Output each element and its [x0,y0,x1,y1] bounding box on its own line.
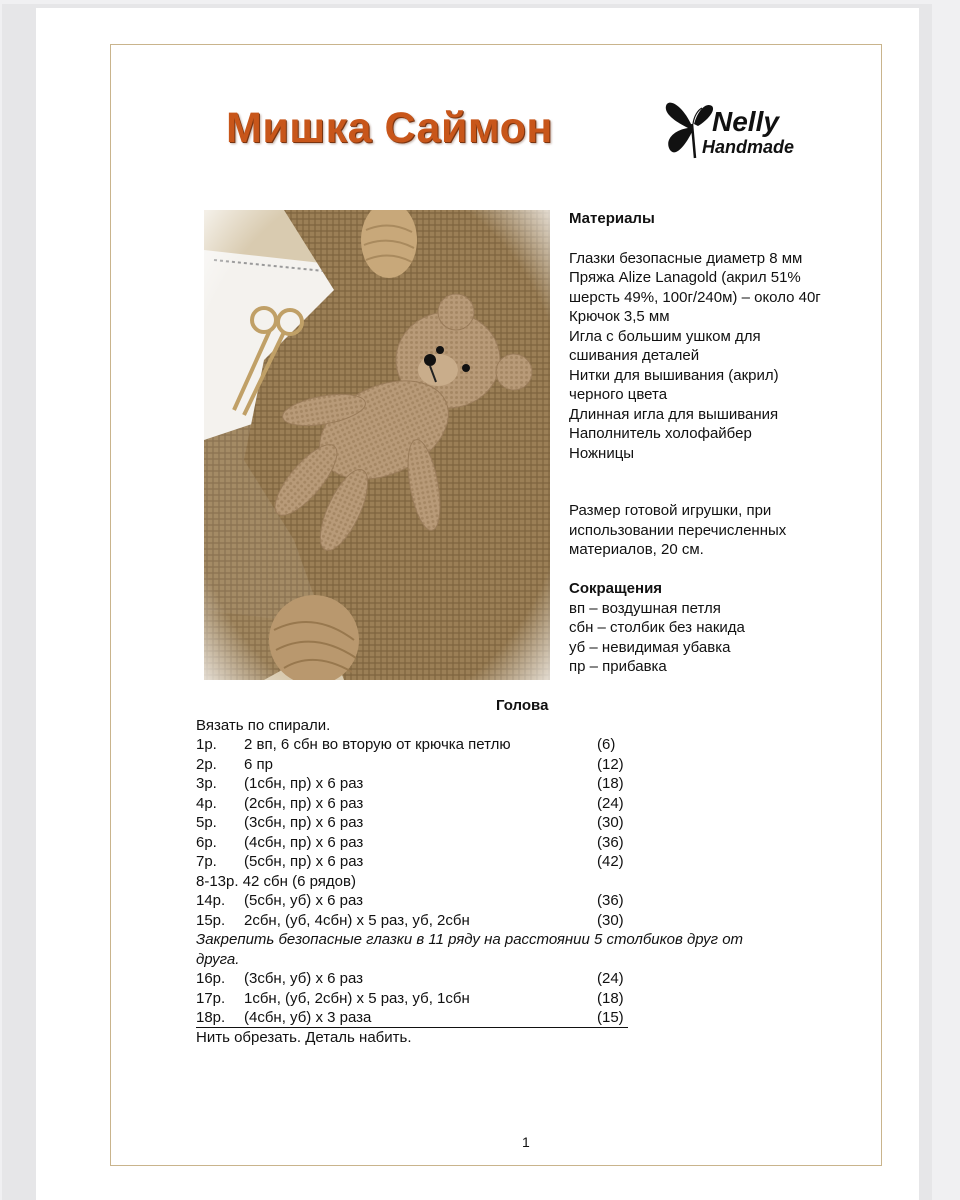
materials-column [569,209,869,677]
materials-heading: Материалы [569,210,655,227]
material-item: Крючок 3,5 мм [569,308,670,325]
pattern-row [196,852,856,872]
pattern-row [196,774,856,794]
row-number: 17р. [196,989,226,1007]
row-count: (15) [597,1009,624,1026]
row-count: (24) [597,794,624,812]
pattern-row [196,794,856,814]
material-item: Игла с большим ушком для [569,327,761,345]
page-number: 1 [522,1134,530,1150]
eyes-note: Закрепить безопасные глазки в 11 ряду на расстоянии 5 столбиков друг от [196,931,744,948]
logo-text-handmade: Handmade [702,137,795,157]
material-item: Нитки для вышивания (акрил) [569,366,779,384]
row-text: (1сбн, пр) х 6 раз [244,775,364,792]
row-text: (3сбн, пр) х 6 раз [244,814,364,831]
row-text: (4сбн, пр) х 6 раз [244,833,364,851]
section-heading: Голова [496,697,549,714]
row-number: 18р. [196,1009,226,1026]
abbreviation-item: пр – прибавка [569,658,667,675]
pattern-row [196,735,856,755]
head-instructions [196,696,856,1048]
row-text: (4сбн, уб) х 3 раза [244,1009,372,1026]
material-item: Ножницы [569,444,635,462]
row-count: (30) [597,911,624,929]
pattern-row [196,813,856,833]
abbreviation-item: уб – невидимая убавка [569,638,731,656]
pattern-row [196,1008,628,1028]
row-text: 6 пр [244,755,273,773]
pattern-row [196,891,856,911]
row-count: (18) [597,775,624,792]
instruction-end: Нить обрезать. Деталь набить. [196,1029,412,1046]
row-text: 1сбн, (уб, 2сбн) х 5 раз, уб, 1сбн [244,989,470,1007]
abbreviation-item: вп – воздушная петля [569,599,721,617]
row-text: (2сбн, пр) х 6 раз [244,794,364,812]
eyes-note-cont: друга. [196,950,240,968]
instruction-intro: Вязать по спирали. [196,716,331,734]
teddy-bear-photo [204,210,550,680]
row-count: (36) [597,892,624,909]
row-number: 3р. [196,775,217,792]
row-count: (36) [597,833,624,851]
row-count: (24) [597,970,624,987]
size-note-line: Размер готовой игрушки, при [569,502,772,519]
row-number: 1р. [196,736,217,753]
material-item: Длинная игла для вышивания [569,405,779,423]
material-item: Глазки безопасные диаметр 8 мм [569,249,803,267]
material-item: черного цвета [569,386,668,403]
page-title: Мишка Саймон [226,104,553,152]
row-text: 2 вп, 6 сбн во вторую от крючка петлю [244,736,511,753]
material-item: Наполнитель холофайбер [569,425,752,442]
row-text: (5сбн, пр) х 6 раз [244,853,364,870]
pattern-row [196,755,856,775]
row-count: (18) [597,989,624,1007]
pattern-row-8-13: 8-13р. 42 сбн (6 рядов) [196,872,356,890]
row-number: 5р. [196,814,217,831]
material-item: шерсть 49%, 100г/240м) – около 40г [569,288,821,306]
row-text: 2сбн, (уб, 4сбн) х 5 раз, уб, 2сбн [244,911,470,929]
row-count: (42) [597,853,624,870]
row-number: 16р. [196,970,226,987]
abbreviation-item: сбн – столбик без накида [569,619,745,636]
row-number: 4р. [196,794,217,812]
row-count: (30) [597,814,624,831]
row-number: 7р. [196,853,217,870]
row-number: 2р. [196,755,217,773]
row-count: (12) [597,755,624,773]
pattern-row [196,989,856,1009]
row-text: (3сбн, уб) х 6 раз [244,970,364,987]
pattern-row [196,833,856,853]
material-item: сшивания деталей [569,347,700,364]
pattern-row [196,969,856,989]
size-note-line: использовании перечисленных [569,521,787,539]
row-text: (5сбн, уб) х 6 раз [244,892,364,909]
logo-text-nelly: Nelly [712,106,779,137]
row-number: 15р. [196,911,226,929]
abbreviations-heading: Сокращения [569,580,663,597]
size-note-line: материалов, 20 см. [569,541,704,558]
material-item: Пряжа Alize Lanagold (акрил 51% [569,269,801,286]
row-count: (6) [597,736,616,753]
brand-logo [662,96,832,168]
row-number: 14р. [196,892,226,909]
row-number: 6р. [196,833,217,851]
pattern-row [196,911,856,931]
